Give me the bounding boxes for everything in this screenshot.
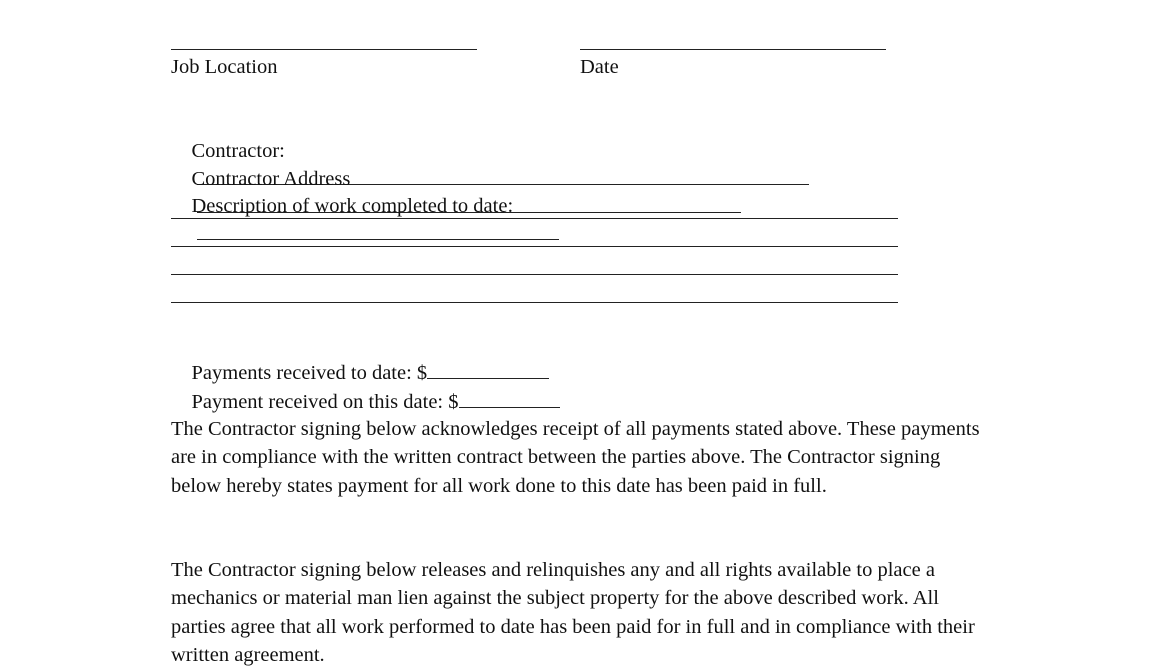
description-line-2[interactable] (171, 245, 898, 247)
date-line[interactable] (580, 48, 886, 50)
payments-received-label: Payments received to date: $ (191, 362, 428, 384)
date-label: Date (580, 56, 619, 78)
acknowledgement-paragraph: The Contractor signing below acknowledges receipt of all payments stated above. These payments are in compliance with the written contract between the parties above. The Contractor signing below hereby states payment for all work done to this date has been paid in full. (171, 418, 980, 497)
description-field[interactable] (197, 220, 559, 240)
description-line-1[interactable] (171, 217, 898, 219)
job-location-line[interactable] (171, 48, 477, 50)
payment-on-date-field[interactable] (459, 388, 560, 408)
description-label: Description of work completed to date: (191, 195, 514, 217)
release-paragraph: The Contractor signing below releases and relinquishes any and all rights available to place a mechanics or material man lien against the subject property for the above described work. All parties agree that all work performed to date has been paid for in full and in compliance with their written agreement. (171, 559, 975, 666)
payment-on-date-label: Payment received on this date: $ (191, 391, 459, 413)
description-line-4[interactable] (171, 301, 898, 303)
description-row (171, 164, 559, 276)
job-location-label: Job Location (171, 56, 278, 78)
contractor-address-label: Contractor Address (191, 168, 351, 190)
description-line-3[interactable] (171, 273, 898, 275)
contractor-label: Contractor: (191, 140, 285, 162)
